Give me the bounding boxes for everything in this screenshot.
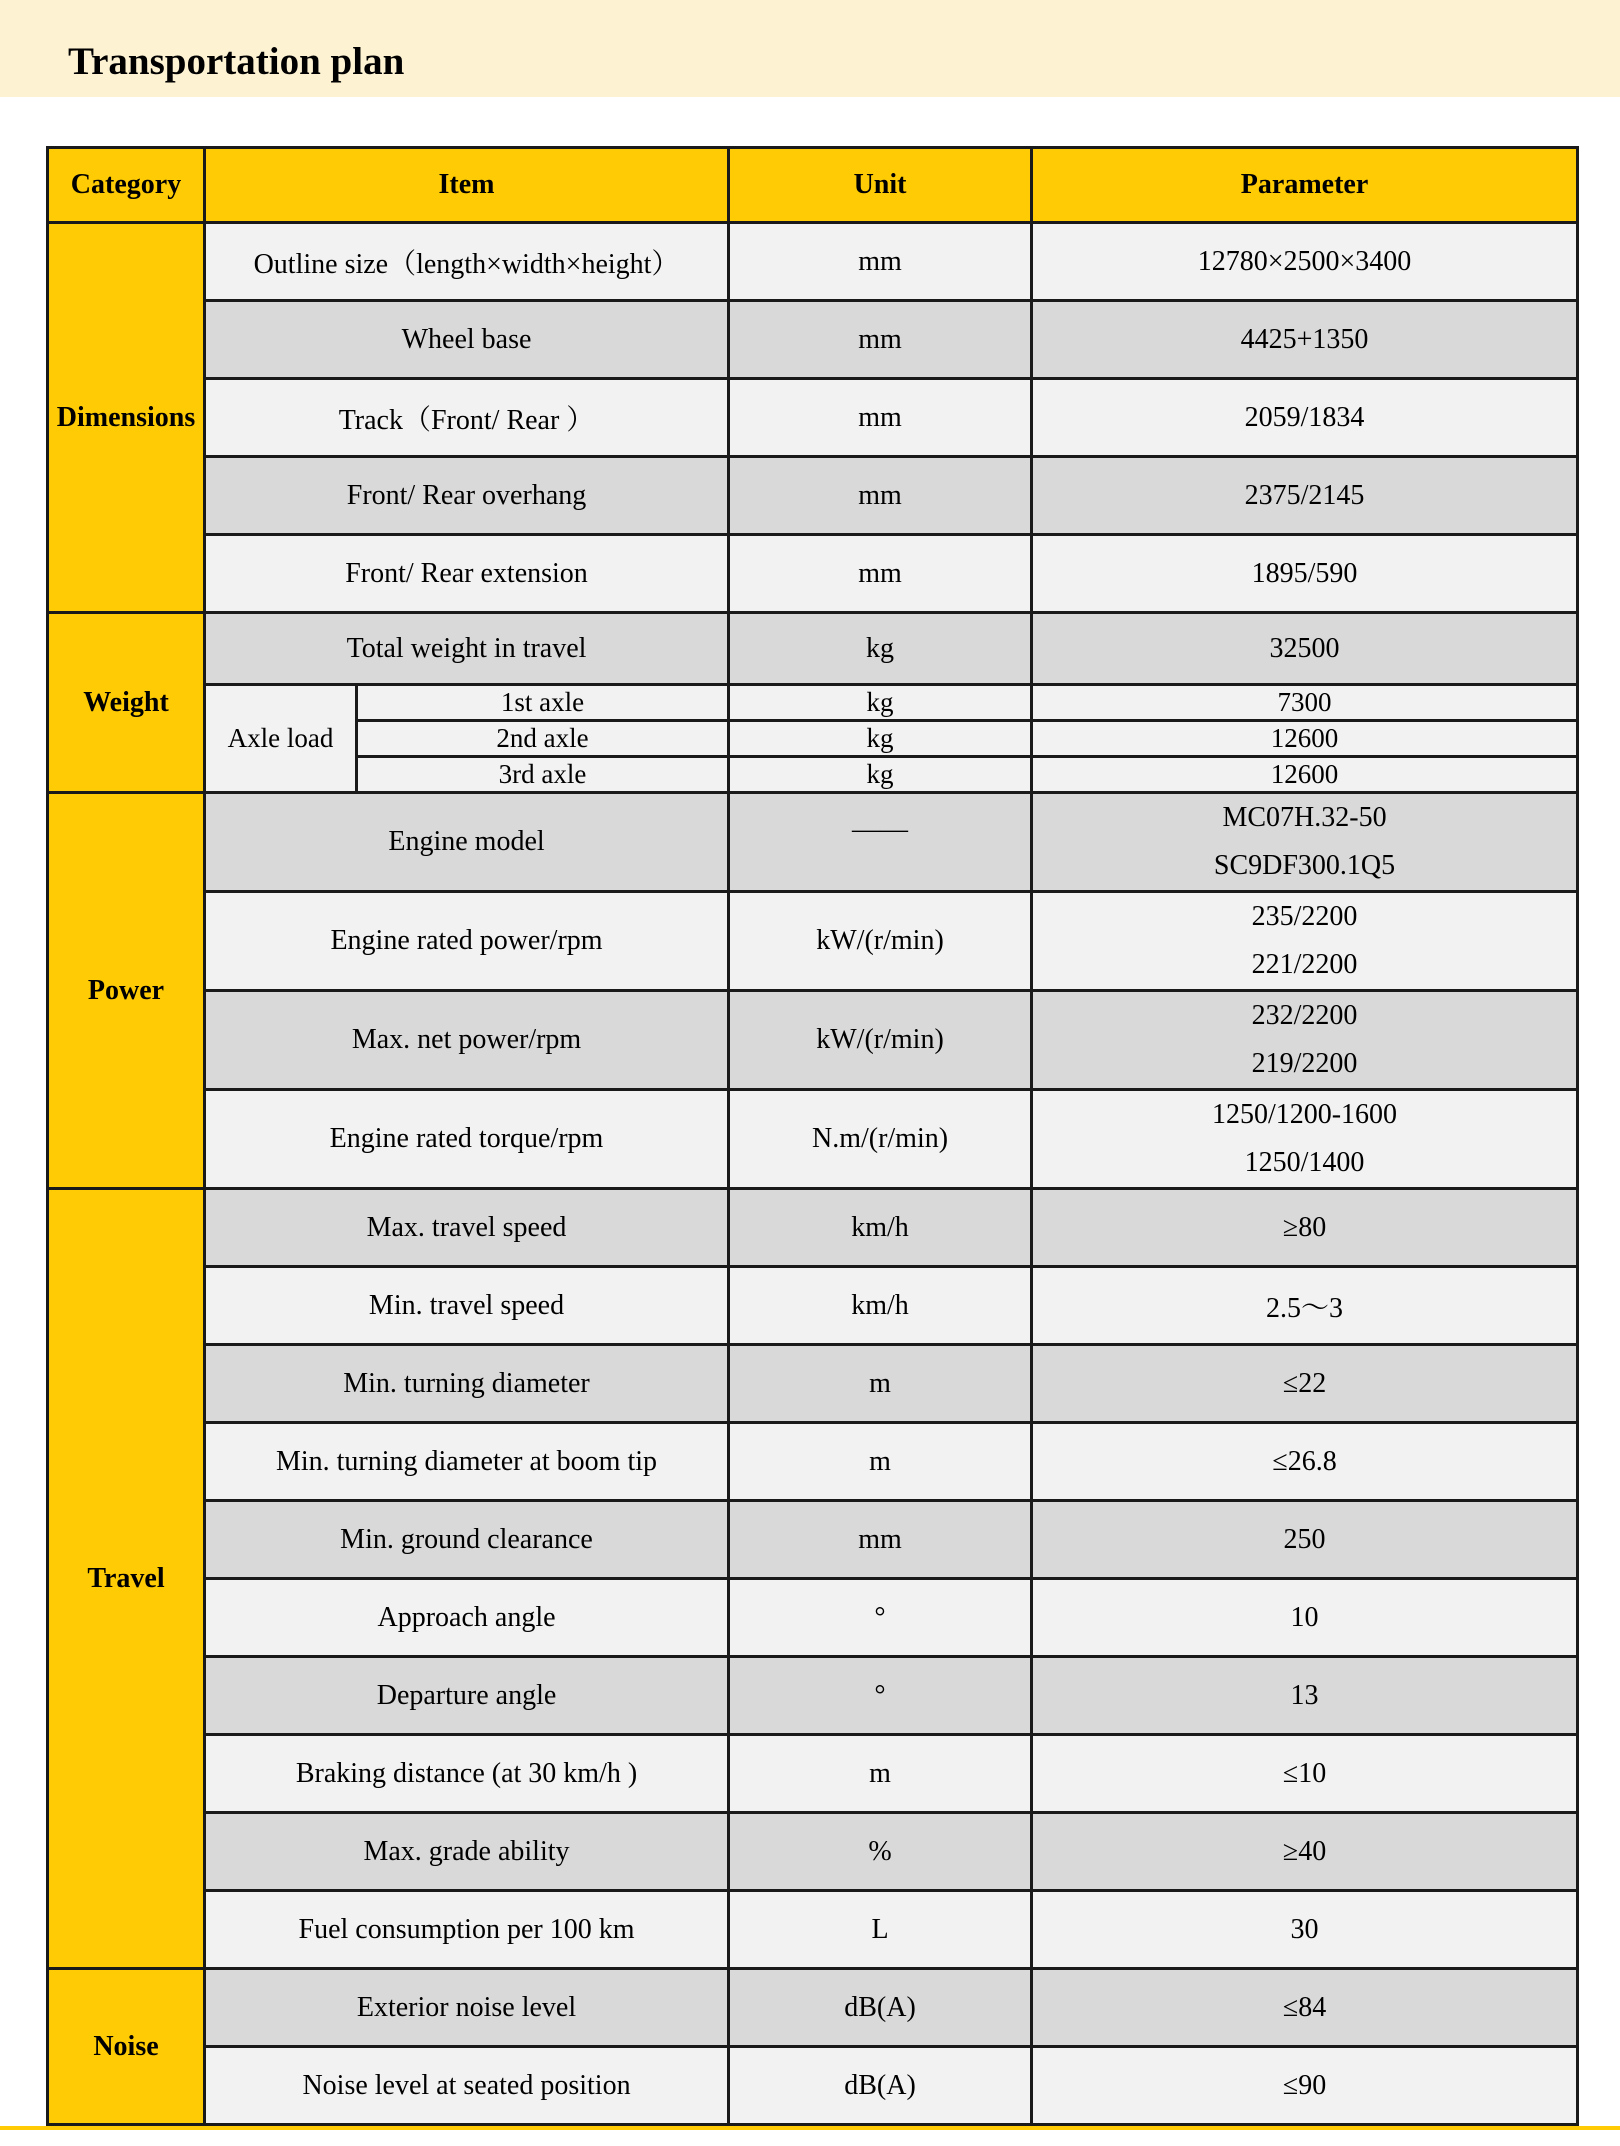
value-cell xyxy=(1032,793,1578,892)
table-row xyxy=(48,793,1578,892)
unit-cell: mm xyxy=(729,457,1032,535)
item-cell: Min. turning diameter xyxy=(205,1345,729,1423)
value-line-1: 235/2200 xyxy=(1251,901,1358,932)
value-cell: ≥80 xyxy=(1032,1189,1578,1267)
table-row xyxy=(48,2047,1578,2125)
unit-cell: kg xyxy=(729,685,1032,721)
unit-cell: —— xyxy=(729,793,1032,892)
unit-cell: m xyxy=(729,1345,1032,1423)
page-title: Transportation plan xyxy=(68,40,405,83)
value-line-2: 221/2200 xyxy=(1251,949,1358,980)
table-row xyxy=(48,379,1578,457)
footer-divider xyxy=(0,2126,1620,2130)
category-travel: Travel xyxy=(48,1189,205,1969)
unit-cell: mm xyxy=(729,379,1032,457)
table-row xyxy=(48,1345,1578,1423)
table-row xyxy=(48,1267,1578,1345)
item-cell: Engine rated power/rpm xyxy=(205,892,729,991)
value-cell: ≤90 xyxy=(1032,2047,1578,2125)
table-row xyxy=(48,892,1578,991)
value-cell: 12780×2500×3400 xyxy=(1032,223,1578,301)
item-cell: Noise level at seated position xyxy=(205,2047,729,2125)
value-cell: 2.5～3 xyxy=(1032,1267,1578,1345)
header-category: Category xyxy=(48,148,205,223)
item-cell: Max. net power/rpm xyxy=(205,991,729,1090)
unit-cell: L xyxy=(729,1891,1032,1969)
value-line-2: 219/2200 xyxy=(1251,1048,1358,1079)
header-parameter: Parameter xyxy=(1032,148,1578,223)
item-cell: Departure angle xyxy=(205,1657,729,1735)
table-row xyxy=(48,1813,1578,1891)
category-weight: Weight xyxy=(48,613,205,793)
category-dimensions: Dimensions xyxy=(48,223,205,613)
value-cell: 13 xyxy=(1032,1657,1578,1735)
category-noise: Noise xyxy=(48,1969,205,2125)
item-cell: Approach angle xyxy=(205,1579,729,1657)
value-line-2: 1250/1400 xyxy=(1244,1147,1365,1178)
value-cell: 250 xyxy=(1032,1501,1578,1579)
header-unit: Unit xyxy=(729,148,1032,223)
unit-cell: % xyxy=(729,1813,1032,1891)
item-cell: Engine rated torque/rpm xyxy=(205,1090,729,1189)
unit-cell: kg xyxy=(729,757,1032,793)
value-cell: ≤22 xyxy=(1032,1345,1578,1423)
value-cell: 2375/2145 xyxy=(1032,457,1578,535)
table-row xyxy=(48,301,1578,379)
item-cell: 1st axle xyxy=(357,685,729,721)
item-cell: Front/ Rear overhang xyxy=(205,457,729,535)
value-cell: 12600 xyxy=(1032,721,1578,757)
item-cell: Min. travel speed xyxy=(205,1267,729,1345)
value-cell: 10 xyxy=(1032,1579,1578,1657)
value-line-1: 1250/1200-1600 xyxy=(1211,1099,1398,1130)
item-cell: 3rd axle xyxy=(357,757,729,793)
unit-cell: kg xyxy=(729,613,1032,685)
unit-cell: mm xyxy=(729,535,1032,613)
table-row xyxy=(48,1579,1578,1657)
table-row xyxy=(48,457,1578,535)
value-cell: 2059/1834 xyxy=(1032,379,1578,457)
table-row xyxy=(48,1501,1578,1579)
unit-cell: kg xyxy=(729,721,1032,757)
item-cell: Track（Front/ Rear ） xyxy=(205,379,729,457)
value-cell: ≥40 xyxy=(1032,1813,1578,1891)
table-row xyxy=(48,1891,1578,1969)
table-row xyxy=(48,1423,1578,1501)
unit-cell: kW/(r/min) xyxy=(729,991,1032,1090)
table-row xyxy=(48,685,1578,721)
item-cell: 2nd axle xyxy=(357,721,729,757)
value-cell xyxy=(1032,892,1578,991)
unit-cell: ° xyxy=(729,1579,1032,1657)
table-header-row xyxy=(48,148,1578,223)
unit-cell: km/h xyxy=(729,1267,1032,1345)
item-cell: Exterior noise level xyxy=(205,1969,729,2047)
table-row xyxy=(48,1969,1578,2047)
unit-cell: kW/(r/min) xyxy=(729,892,1032,991)
page-header xyxy=(0,0,1620,97)
value-cell: ≤84 xyxy=(1032,1969,1578,2047)
item-cell: Min. ground clearance xyxy=(205,1501,729,1579)
item-cell: Total weight in travel xyxy=(205,613,729,685)
item-cell: Outline size（length×width×height） xyxy=(205,223,729,301)
item-cell: Front/ Rear extension xyxy=(205,535,729,613)
item-cell: Min. turning diameter at boom tip xyxy=(205,1423,729,1501)
item-cell: Wheel base xyxy=(205,301,729,379)
unit-cell: km/h xyxy=(729,1189,1032,1267)
table-row xyxy=(48,613,1578,685)
value-cell: 12600 xyxy=(1032,757,1578,793)
table-row xyxy=(48,1657,1578,1735)
table-row xyxy=(48,223,1578,301)
value-line-1: 232/2200 xyxy=(1251,1000,1358,1031)
table-row xyxy=(48,535,1578,613)
value-cell: 4425+1350 xyxy=(1032,301,1578,379)
item-cell: Max. travel speed xyxy=(205,1189,729,1267)
axle-load-label: Axle load xyxy=(205,685,357,793)
table-row xyxy=(48,1189,1578,1267)
unit-cell: m xyxy=(729,1423,1032,1501)
value-cell: ≤10 xyxy=(1032,1735,1578,1813)
value-cell: 32500 xyxy=(1032,613,1578,685)
unit-cell: mm xyxy=(729,223,1032,301)
table-row xyxy=(48,991,1578,1090)
unit-cell: mm xyxy=(729,1501,1032,1579)
item-cell: Fuel consumption per 100 km xyxy=(205,1891,729,1969)
value-line-1: MC07H.32-50 xyxy=(1222,802,1387,833)
value-cell: 30 xyxy=(1032,1891,1578,1969)
unit-cell: mm xyxy=(729,301,1032,379)
item-cell: Braking distance (at 30 km/h ) xyxy=(205,1735,729,1813)
value-cell xyxy=(1032,1090,1578,1189)
spec-table xyxy=(46,146,1579,2126)
item-cell: Engine model xyxy=(205,793,729,892)
table-row xyxy=(48,1090,1578,1189)
value-cell xyxy=(1032,991,1578,1090)
value-cell: 7300 xyxy=(1032,685,1578,721)
unit-cell: N.m/(r/min) xyxy=(729,1090,1032,1189)
table-row xyxy=(48,1735,1578,1813)
category-power: Power xyxy=(48,793,205,1189)
unit-cell: dB(A) xyxy=(729,2047,1032,2125)
value-cell: 1895/590 xyxy=(1032,535,1578,613)
unit-cell: m xyxy=(729,1735,1032,1813)
header-item: Item xyxy=(205,148,729,223)
unit-cell: dB(A) xyxy=(729,1969,1032,2047)
item-cell: Max. grade ability xyxy=(205,1813,729,1891)
value-cell: ≤26.8 xyxy=(1032,1423,1578,1501)
unit-cell: ° xyxy=(729,1657,1032,1735)
value-line-2: SC9DF300.1Q5 xyxy=(1213,850,1396,881)
